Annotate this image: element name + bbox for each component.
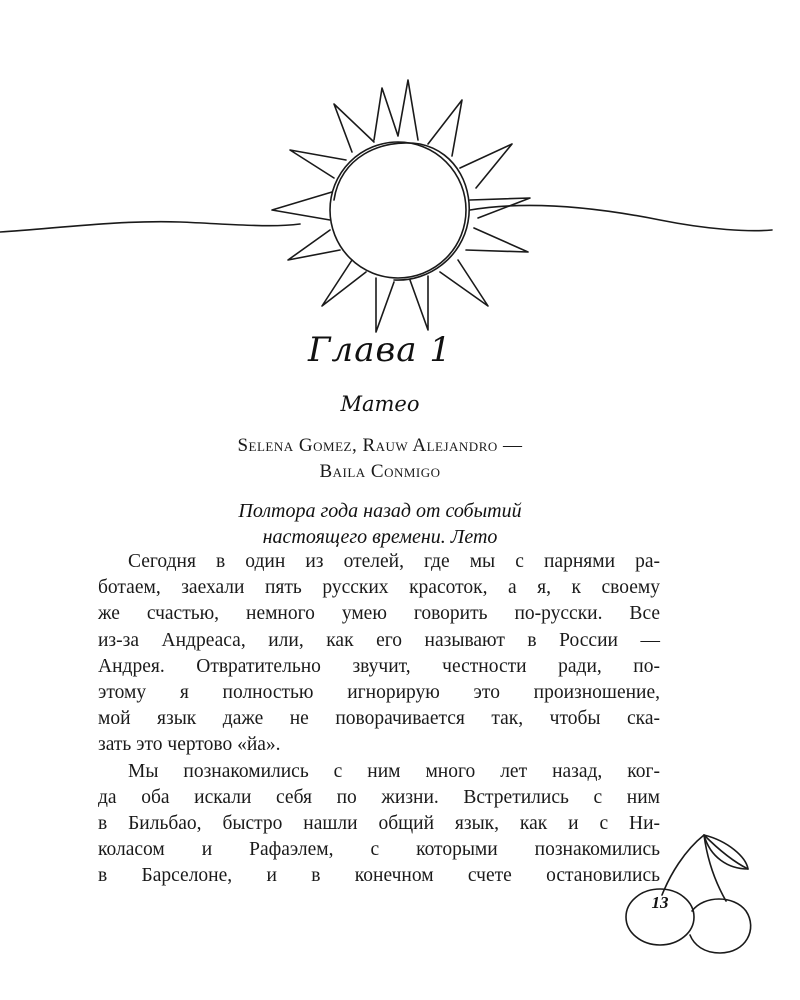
sun-disc-overstroke bbox=[334, 143, 469, 280]
body-line: этому я полностью игнорирую это произношение, bbox=[98, 682, 660, 704]
chapter-title: Глава 1 bbox=[308, 330, 452, 370]
time-note bbox=[0, 498, 760, 550]
song-title: Baila Conmigo bbox=[319, 461, 441, 482]
sun-disc bbox=[330, 142, 466, 278]
time-note-line: настоящего времени. Лето bbox=[262, 526, 498, 548]
body-line: Сегодня в один из отелей, где мы с парнями ра- bbox=[128, 551, 660, 572]
body-line: коласом и Рафаэлем, с которыми познакомились bbox=[98, 839, 660, 861]
time-note-line: Полтора года назад от событий bbox=[238, 500, 522, 522]
horizon-line-right bbox=[470, 205, 772, 230]
song-epigraph bbox=[0, 433, 760, 485]
body-line: Мы познакомились с ним много лет назад, ког- bbox=[128, 760, 660, 782]
sun-rays bbox=[272, 80, 530, 332]
horizon-line-left bbox=[0, 222, 300, 232]
body-line: в Бильбао, быстро нашли общий язык, как и с Ни- bbox=[98, 813, 660, 835]
body-line: да оба искали себя по жизни. Встретились с ним bbox=[98, 786, 660, 808]
body-line: зать это чертово «йа». bbox=[98, 734, 281, 756]
song-artists: Selena Gomez, Rauw Alejandro — bbox=[237, 435, 523, 456]
page-number: 13 bbox=[651, 893, 669, 912]
body-line: мой язык даже не поворачивается так, чтобы ска- bbox=[98, 708, 660, 730]
body-line: ботаем, заехали пять русских красоток, а я, к своему bbox=[98, 577, 660, 599]
body-text bbox=[98, 549, 660, 890]
body-line: из-за Андреаса, или, как его называют в России — bbox=[98, 629, 660, 651]
body-line: в Барселоне, и в конечном счете остановились bbox=[98, 865, 660, 887]
chapter-narrator: Матео bbox=[340, 392, 420, 416]
body-line: Андрея. Отвратительно звучит, честности ради, по- bbox=[98, 655, 660, 677]
cherry-icon bbox=[600, 825, 780, 955]
body-line: же счастью, немного умею говорить по-русски. Все bbox=[98, 603, 660, 625]
sun-line-art-icon bbox=[0, 60, 800, 340]
